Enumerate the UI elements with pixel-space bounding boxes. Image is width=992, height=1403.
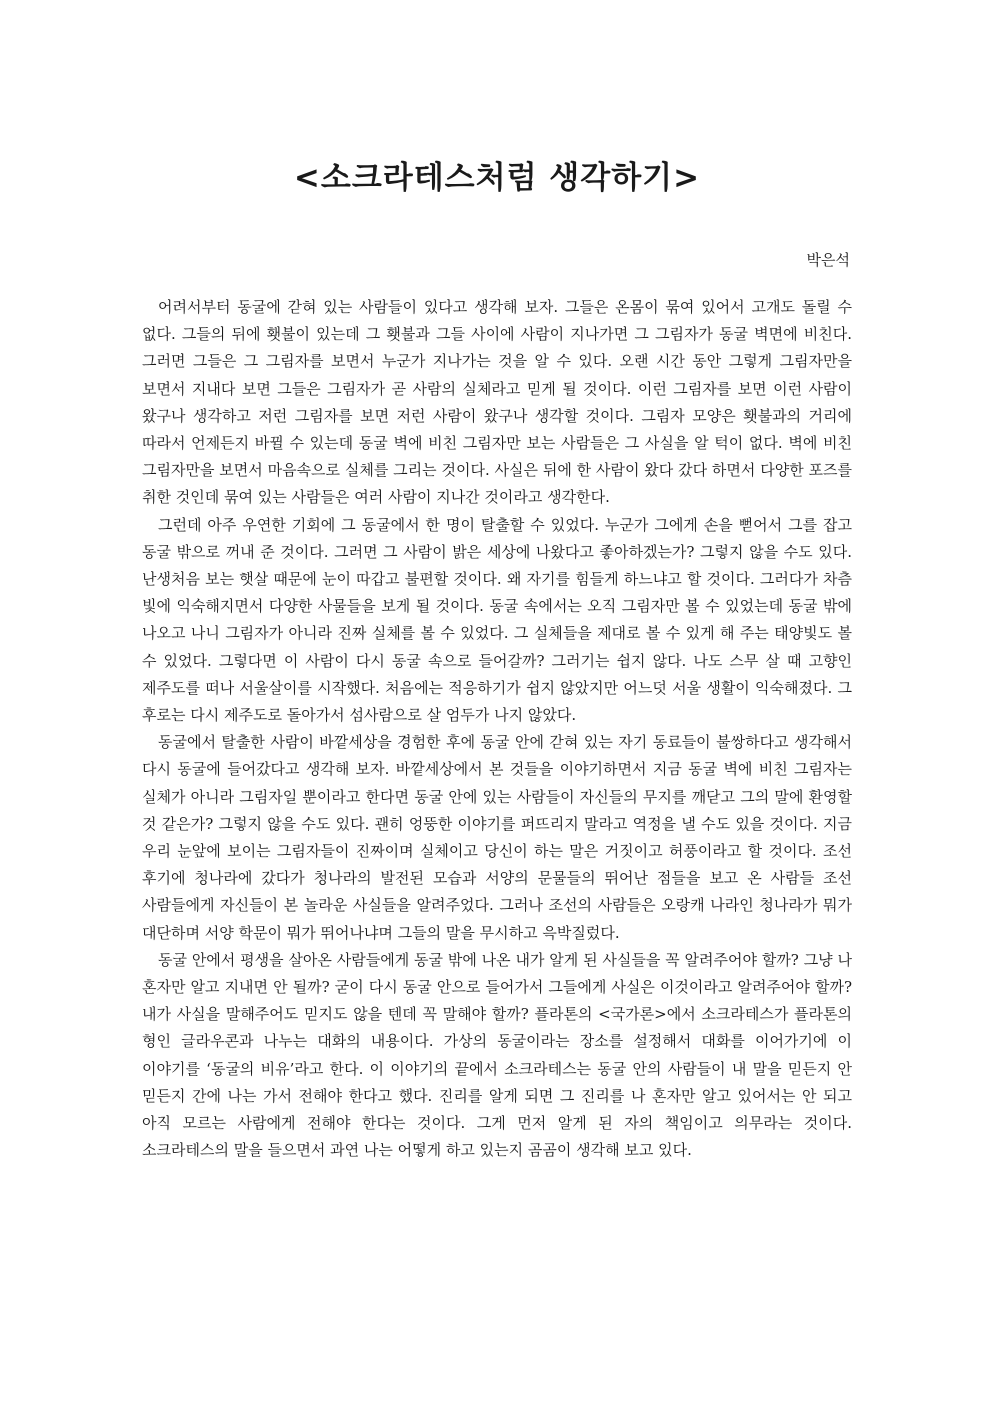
- paragraph-1: 어려서부터 동굴에 갇혀 있는 사람들이 있다고 생각해 보자. 그들은 온몸이 묶여 있어서 고개도 돌릴 수 없다. 그들의 뒤에 횃불이 있는데 그 횃불과 그들 사이에 사람이 지나가면 그 그림자가 동굴 벽면에 비친다. 그러면 그들은 그 그림자를 보면서 누군가 지나가는 것을 알 수 있다. 오랜 시간 동안 그렇게 그림자만을 보면서 지내다 보면 그들은 그림자가 곧 사람의 실체라고 믿게 될 것이다. 이런 그림자를 보면 이런 사람이 왔구나 생각하고 저런 그림자를 보면 저런 사람이 왔구나 생각할 것이다. 그림자 모양은 횃불과의 거리에 따라서 언제든지 바뀔 수 있는데 동굴 벽에 비친 그림자만 보는 사람들은 그 사실을 알 턱이 없다. 벽에 비친 그림자만을 보면서 마음속으로 실체를 그리는 것이다. 사실은 뒤에 한 사람이 왔다 갔다 하면서 다양한 포즈를 취한 것인데 묶여 있는 사람들은 여러 사람이 지나간 것이라고 생각한다.: [142, 298, 852, 507]
- paragraph-2: 그런데 아주 우연한 기회에 그 동굴에서 한 명이 탈출할 수 있었다. 누군가 그에게 손을 뻗어서 그를 잡고 동굴 밖으로 꺼내 준 것이다. 그러면 그 사람이 밝은 세상에 나왔다고 좋아하겠는가? 그렇지 않을 수도 있다. 난생처음 보는 햇살 때문에 눈이 따갑고 불편할 것이다. 왜 자기를 힘들게 하느냐고 할 것이다. 그러다가 차츰 빛에 익숙해지면서 다양한 사물들을 보게 될 것이다. 동굴 속에서는 오직 그림자만 볼 수 있었는데 동굴 밖에 나오고 나니 그림자가 아니라 진짜 실체를 볼 수 있었다. 그 실체들을 제대로 볼 수 있게 해 주는 태양빛도 볼 수 있었다. 그렇다면 이 사람이 다시 동굴 속으로 들어갈까? 그러기는 쉽지 않다. 나도 스무 살 때 고향인 제주도를 떠나 서울살이를 시작했다. 처음에는 적응하기가 쉽지 않았지만 어느덧 서울 생활이 익숙해졌다. 그 후로는 다시 제주도로 돌아가서 섬사람으로 살 엄두가 나지 않았다.: [142, 515, 852, 725]
- author-name: 박은석: [806, 251, 850, 269]
- document-page: [142, 148, 852, 1165]
- paragraph-4: 동굴 안에서 평생을 살아온 사람들에게 동굴 밖에 나온 내가 알게 된 사실들을 꼭 알려주어야 할까? 그냥 나 혼자만 알고 지내면 안 될까? 굳이 다시 동굴 안으로 들어가서 그들에게 사실은 이것이라고 알려주어야 할까? 내가 사실을 말해주어도 믿지도 않을 텐데 꼭 말해야 할까? 플라톤의 <국가론>에서 소크라테스가 플라톤의 형인 글라우콘과 나누는 대화의 내용이다. 가상의 동굴이라는 장소를 설정해서 대화를 이어가기에 이 이야기를 ‘동굴의 비유’라고 한다. 이 이야기의 끝에서 소크라테스는 동굴 안의 사람들이 내 말을 믿든지 안 믿든지 간에 나는 가서 전해야 한다고 했다. 진리를 알게 되면 그 진리를 나 혼자만 알고 있어서는 안 되고 아직 모르는 사람에게 전해야 한다는 것이다. 그게 먼저 알게 된 자의 책임이고 의무라는 것이다. 소크라테스의 말을 들으면서 과연 나는 어떻게 하고 있는지 곰곰이 생각해 보고 있다.: [142, 950, 852, 1160]
- document-body: [142, 294, 852, 1165]
- paragraph-3: 동굴에서 탈출한 사람이 바깥세상을 경험한 후에 동굴 안에 갇혀 있는 자기 동료들이 불쌍하다고 생각해서 다시 동굴에 들어갔다고 생각해 보자. 바깥세상에서 본 것들을 이야기하면서 지금 동굴 벽에 비친 그림자는 실체가 아니라 그림자일 뿐이라고 한다면 동굴 안에 있는 사람들이 자신들의 무지를 깨닫고 그의 말에 환영할 것 같은가? 그렇지 않을 수도 있다. 괜히 엉뚱한 이야기를 퍼뜨리지 말라고 역정을 낼 수도 있을 것이다. 지금 우리 눈앞에 보이는 그림자들이 진짜이며 실체이고 당신이 하는 말은 거짓이고 허풍이라고 할 것이다. 조선 후기에 청나라에 갔다가 청나라의 발전된 모습과 서양의 문물들의 뛰어난 점들을 보고 온 사람들 조선 사람들에게 자신들이 본 놀라운 사실들을 알려주었다. 그러나 조선의 사람들은 오랑캐 나라인 청나라가 뭐가 대단하며 서양 학문이 뭐가 뛰어나냐며 그들의 말을 무시하고 윽박질렀다.: [142, 733, 852, 942]
- document-title: <소크라테스처럼 생각하기>: [293, 160, 701, 196]
